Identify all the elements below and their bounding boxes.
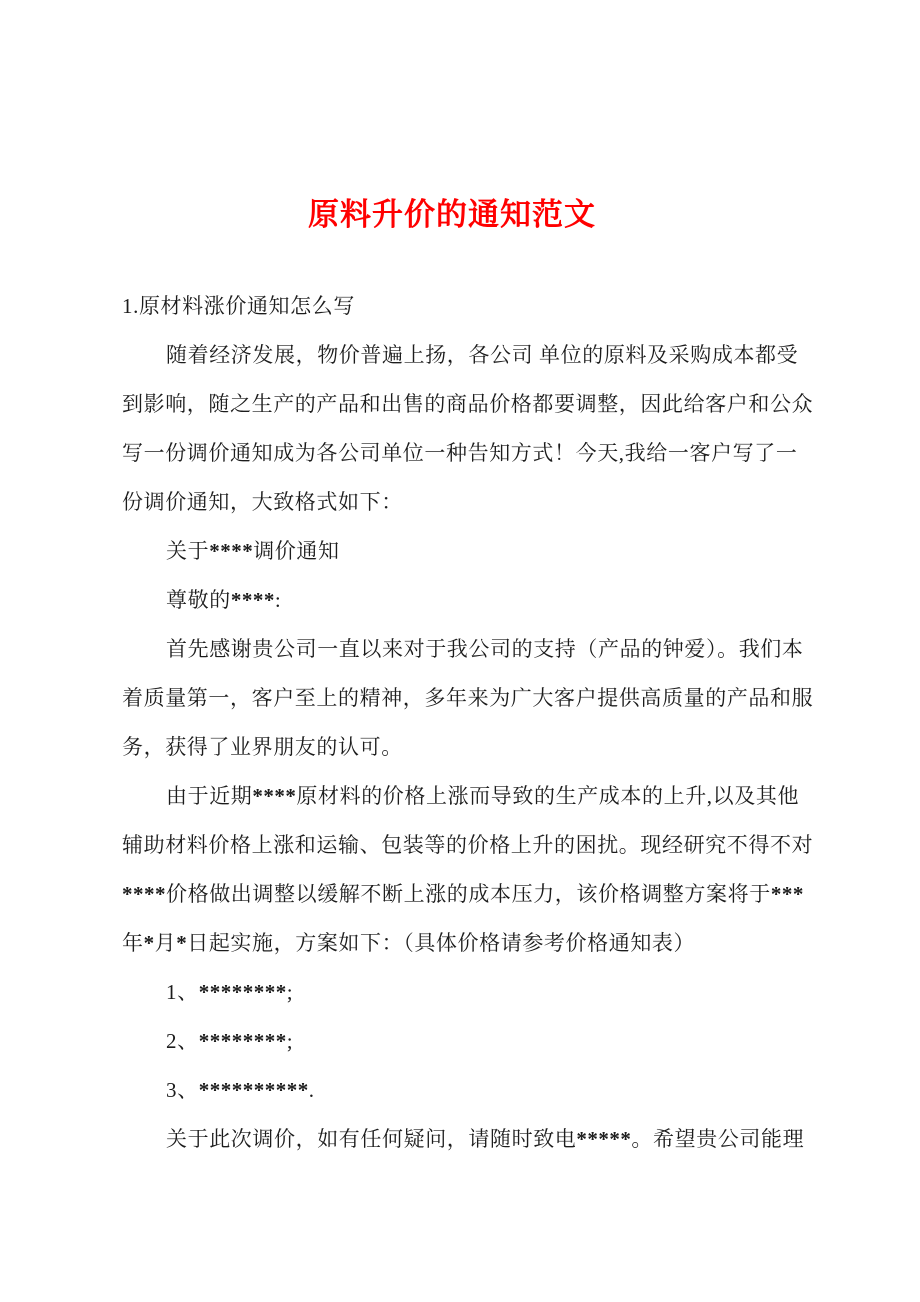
masked-placeholder: **** — [230, 588, 275, 612]
masked-placeholder: *** — [770, 882, 804, 906]
paragraph-line: 关于****调价通知 — [166, 539, 340, 563]
document-title: 原料升价的通知范文 — [308, 197, 596, 232]
masked-placeholder: **** — [252, 784, 297, 808]
paragraph-line: 随着经济发展，物价普遍上扬，各公司 单位的原料及采购成本都受 — [166, 343, 799, 367]
paragraph-line: 写一份调价通知成为各公司单位一种告知方式！今天,我给一客户写了一 — [122, 441, 798, 465]
paragraph-line: 辅助材料价格上涨和运输、包装等的价格上升的困扰。现经研究不得不对 — [122, 833, 814, 857]
paragraph-line: 关于此次调价，如有任何疑问，请随时致电*****。希望贵公司能理 — [166, 1127, 805, 1151]
masked-placeholder: * — [176, 931, 188, 955]
masked-placeholder: **** — [209, 539, 254, 563]
paragraph-line: 年*月*日起实施，方案如下：（具体价格请参考价格通知表） — [122, 931, 696, 955]
paragraph-line: 3、**********. — [166, 1078, 315, 1102]
paragraph-line: 1、********; — [166, 980, 294, 1004]
paragraph-line: 份调价通知，大致格式如下： — [122, 490, 403, 514]
paragraph-line: 着质量第一，客户至上的精神，多年来为广大客户提供高质量的产品和服 — [122, 686, 814, 710]
paragraph-line: 2、********; — [166, 1029, 294, 1053]
masked-placeholder: ******** — [198, 1029, 287, 1053]
masked-placeholder: * — [143, 931, 155, 955]
paragraph-line: 1.原材料涨价通知怎么写 — [122, 294, 355, 318]
paragraph-line: 由于近期****原材料的价格上涨而导致的生产成本的上升,以及其他 — [166, 784, 800, 808]
masked-placeholder: **** — [122, 882, 166, 906]
paragraph-line: 务，获得了业界朋友的认可。 — [122, 735, 403, 759]
masked-placeholder: ******** — [198, 980, 287, 1004]
paragraph-line: 到影响，随之生产的产品和出售的商品价格都要调整，因此给客户和公众 — [122, 392, 814, 416]
masked-placeholder: ********** — [198, 1078, 309, 1102]
paragraph-line: 首先感谢贵公司一直以来对于我公司的支持（产品的钟爱）。我们本 — [166, 637, 804, 661]
masked-placeholder: ***** — [576, 1127, 632, 1151]
document-body — [122, 282, 834, 1164]
paragraph-line: 尊敬的****: — [166, 588, 282, 612]
paragraph-line: ****价格做出调整以缓解不断上涨的成本压力，该价格调整方案将于*** — [122, 882, 804, 906]
